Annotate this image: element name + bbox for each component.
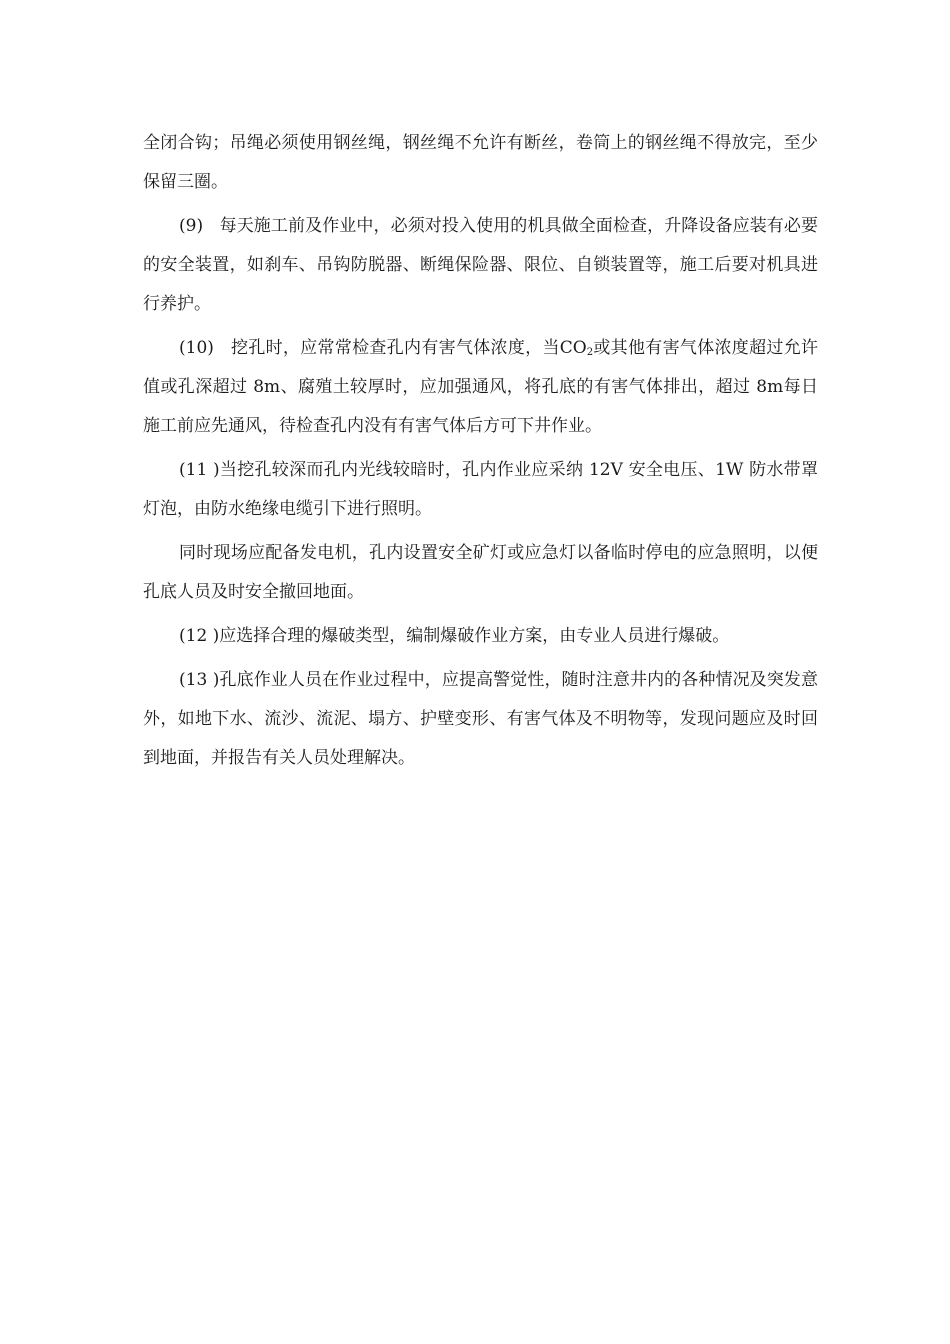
paragraph-text: 每天施工前及作业中，必须对投入使用的机具做全面检查，升降设备应装有必要的安全装置，如刹车、吊钩防脱器、断绳保险器、限位、自锁装置等，施工后要对机具进行养护。 <box>143 216 818 314</box>
paragraph-item-9 <box>143 207 818 324</box>
paragraph-text: (11 )当挖孔较深而孔内光线较暗时，孔内作业应采纳 12V 安全电压、1W 防水带罩灯泡，由防水绝缘电缆引下进行照明。 <box>143 460 818 519</box>
item-number: (10) <box>179 338 232 358</box>
paragraph-text: 同时现场应配备发电机，孔内设置安全矿灯或应急灯以备临时停电的应急照明，以便孔底人员及时安全撤回地面。 <box>143 543 818 602</box>
subscript: 2 <box>586 347 594 358</box>
paragraph-text: 或其他有害气体浓度超过允许值或孔深超过 8m、腐殖土较厚时，应加强通风，将孔底的有害气体排出，超过 8m每日施工前应先通风，待检查孔内没有有害气体后方可下井作业。 <box>143 338 819 436</box>
paragraph-text: 全闭合钩；吊绳必须使用钢丝绳，钢丝绳不允许有断丝，卷筒上的钢丝绳不得放完，至少保留三圈。 <box>143 133 818 192</box>
paragraph-item-12 <box>143 617 818 656</box>
paragraph-item-10 <box>143 329 818 446</box>
paragraph-hook-rope <box>143 124 818 202</box>
paragraph-text: 挖孔时，应常常检查孔内有害气体浓度，当CO <box>231 338 587 358</box>
item-number: (9) <box>179 216 220 236</box>
paragraph-item-11 <box>143 451 818 529</box>
paragraph-text: (13 )孔底作业人员在作业过程中，应提高警觉性，随时注意井内的各种情况及突发意外，如地下水、流沙、流泥、塌方、护壁变形、有害气体及不明物等，发现问题应及时回到地面，并报告有关人员处理解决。 <box>143 670 818 768</box>
paragraph-item-13 <box>143 661 818 778</box>
document-body <box>143 124 818 783</box>
paragraph-generator <box>143 534 818 612</box>
paragraph-text: (12 )应选择合理的爆破类型，编制爆破作业方案，由专业人员进行爆破。 <box>179 626 730 646</box>
